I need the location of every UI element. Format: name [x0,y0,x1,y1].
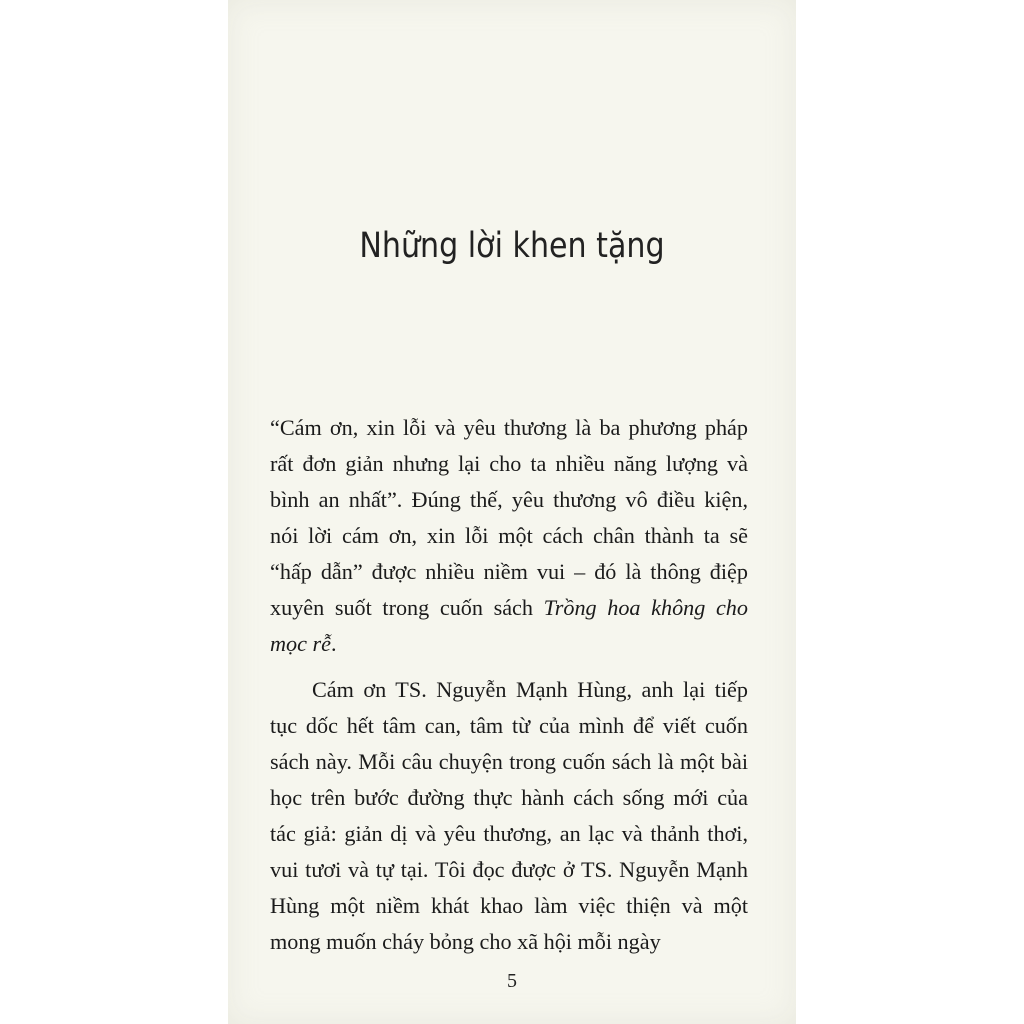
page-number: 5 [507,970,517,992]
paragraph-2: Cám ơn TS. Nguyễn Mạnh Hùng, anh lại tiếp tục dốc hết tâm can, tâm từ của mình để viết cuốn sách này. Mỗi câu chuyện trong cuốn sách là một bài học trên bước đường thực hành cách sống mới của tác giả: giản dị và yêu thương, an lạc và thảnh thơi, vui tươi và tự tại. Tôi đọc được ở TS. Nguyễn Mạnh Hùng một niềm khát khao làm việc thiện và một mong muốn cháy bỏng cho xã hội mỗi ngày [270,677,748,954]
book-page [228,0,796,1024]
book-title: Trồng hoa không cho mọc rễ [270,595,748,656]
paragraph-1-text: “Cám ơn, xin lỗi và yêu thương là ba phương pháp rất đơn giản nhưng lại cho ta nhiều năng lượng và bình an nhất”. Đúng thế, yêu thương vô điều kiện, nói lời cám ơn, xin lỗi một cách chân thành ta sẽ “hấp dẫn” được nhiều niềm vui – đó là thông điệp xuyên suốt trong cuốn sách [270,415,748,620]
paragraph-1-end: . [331,631,337,656]
paragraph-1 [270,410,748,662]
page-heading: Những lời khen tặng [359,226,665,266]
page-body [270,410,748,960]
